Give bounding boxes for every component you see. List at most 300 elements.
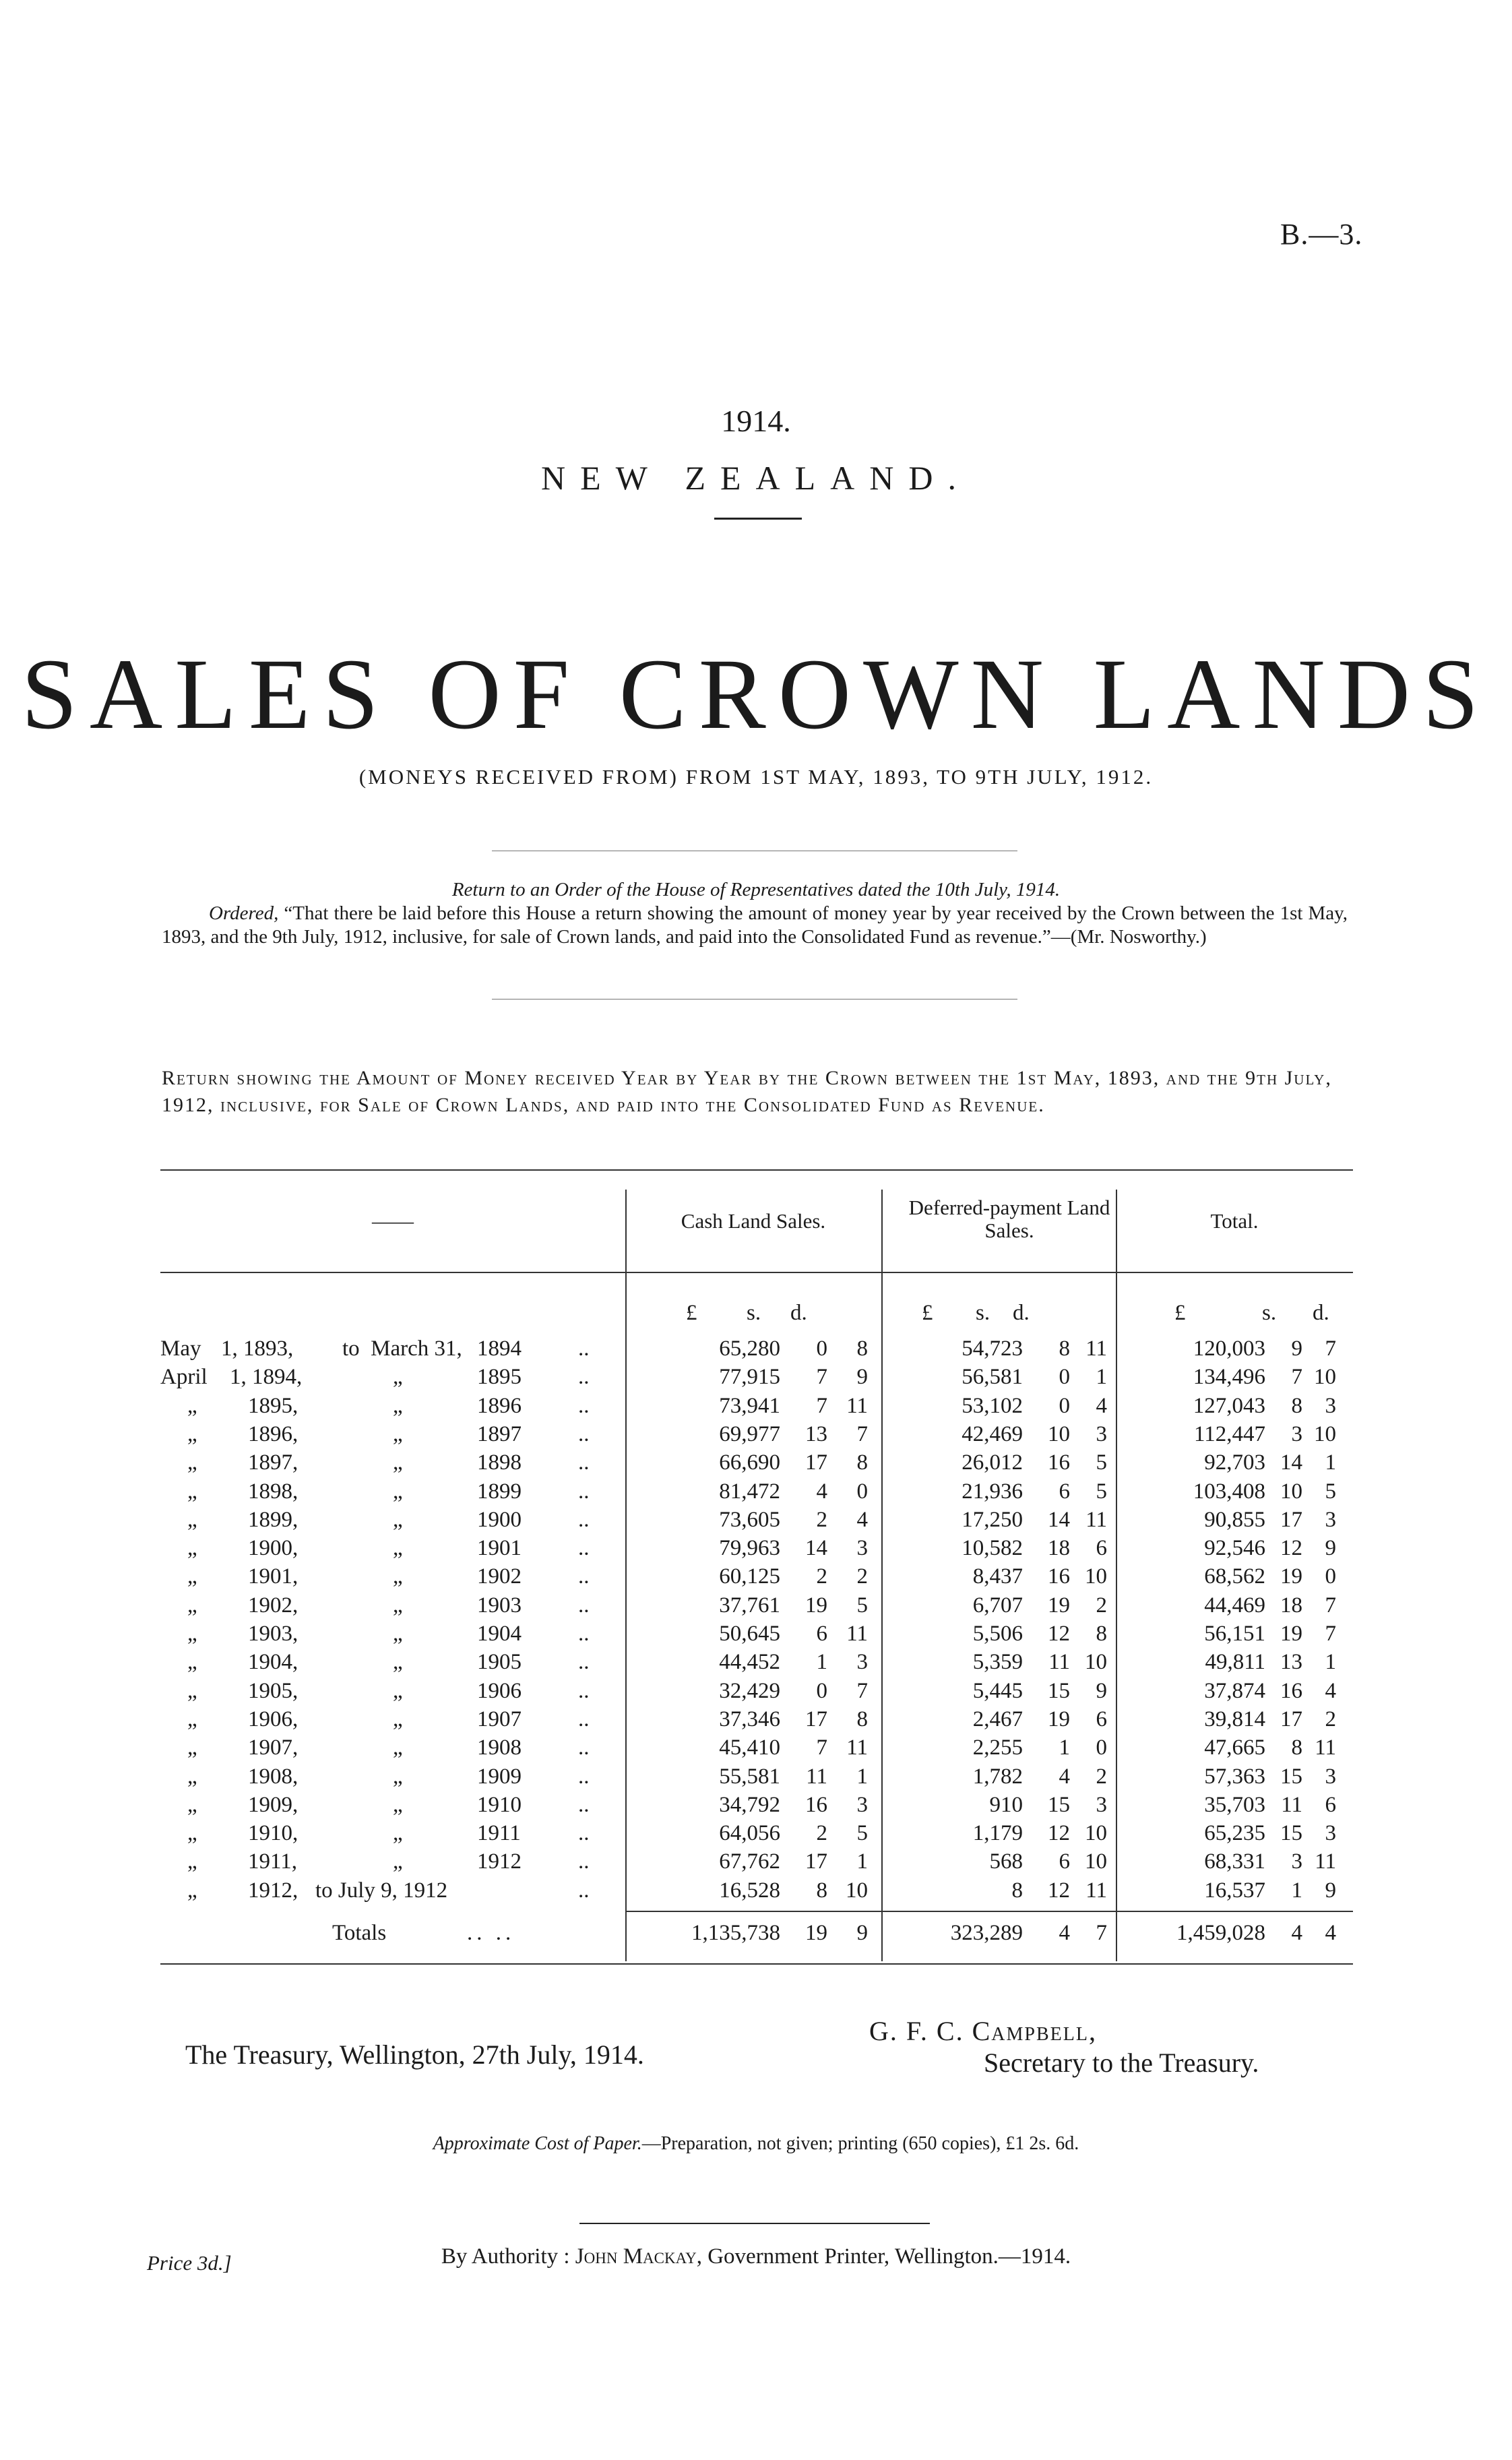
tot-shillings: 1 <box>1291 1878 1302 1903</box>
period-end: 1900 <box>477 1507 522 1532</box>
tot-pounds: 134,496 <box>1193 1365 1265 1390</box>
cash-pounds: 44,452 <box>719 1650 780 1675</box>
tot-shillings: 3 <box>1291 1421 1302 1446</box>
period-mid: „ <box>393 1678 403 1703</box>
tot-pence: 0 <box>1325 1564 1336 1589</box>
def-unit-pence: d. <box>1013 1301 1030 1325</box>
tot-pence: 1 <box>1325 1650 1336 1675</box>
order-body: “That there be laid before this House a return showing the amount of money year by year received by the Crown between the 1st May, 1893, and the 9th July, 1912, inclusive, for sale of Crown lands, and paid into the Consolidated Fund as revenue.”—(Mr. Nosworthy.) <box>162 902 1348 948</box>
totals-row <box>160 1921 1353 1949</box>
def-pence: 2 <box>1096 1593 1107 1618</box>
period-end: 1896 <box>477 1393 522 1418</box>
def-pounds: 17,250 <box>962 1507 1023 1532</box>
def-pounds: 2,255 <box>972 1735 1023 1760</box>
cash-pounds: 81,472 <box>719 1479 780 1504</box>
order-lead: Ordered, <box>209 902 279 924</box>
period-mid: to March 31, <box>342 1336 462 1361</box>
period-mid: „ <box>393 1421 403 1446</box>
cash-unit-pounds: £ <box>686 1301 697 1325</box>
cash-pence: 8 <box>856 1450 868 1475</box>
tot-pounds: 112,447 <box>1193 1421 1265 1446</box>
period-prefix: „ <box>187 1735 197 1760</box>
tot-shillings: 13 <box>1280 1650 1302 1675</box>
cash-pence: 11 <box>846 1393 868 1418</box>
def-shillings: 6 <box>1059 1479 1070 1504</box>
tot-pounds: 68,562 <box>1204 1564 1265 1589</box>
def-pence: 3 <box>1096 1421 1107 1446</box>
leader: .. <box>578 1622 590 1646</box>
period-end: 1903 <box>477 1593 522 1618</box>
tot-shillings: 9 <box>1291 1336 1302 1361</box>
authority-prefix: By Authority : <box>441 2244 575 2269</box>
sales-table <box>160 1169 1353 2002</box>
totals-leader: .. .. <box>467 1921 515 1945</box>
tot-shillings: 14 <box>1280 1450 1302 1475</box>
cash-shillings: 14 <box>805 1536 827 1561</box>
cash-shillings: 13 <box>805 1421 827 1446</box>
def-shillings: 12 <box>1048 1622 1070 1646</box>
tot-pounds: 57,363 <box>1204 1764 1265 1789</box>
def-pounds: 910 <box>989 1792 1023 1817</box>
cash-shillings: 7 <box>816 1365 827 1390</box>
tot-pence: 3 <box>1325 1764 1336 1789</box>
period-start: 1904, <box>248 1650 298 1675</box>
cash-unit-pence: d. <box>790 1301 807 1325</box>
tot-pounds: 44,469 <box>1204 1593 1265 1618</box>
period-prefix: „ <box>187 1450 197 1475</box>
cash-pounds: 55,581 <box>719 1764 780 1789</box>
tot-pence: 7 <box>1325 1336 1336 1361</box>
def-pence: 3 <box>1096 1792 1107 1817</box>
def-shillings: 6 <box>1059 1849 1070 1874</box>
cash-shillings: 6 <box>816 1622 827 1646</box>
cash-pounds: 50,645 <box>719 1622 780 1646</box>
cash-shillings: 11 <box>806 1764 827 1789</box>
def-pence: 5 <box>1096 1450 1107 1475</box>
tot-pence: 6 <box>1325 1792 1336 1817</box>
treasury-date: The Treasury, Wellington, 27th July, 1914. <box>185 2039 644 2070</box>
table-row <box>160 1793 1353 1821</box>
leader: .. <box>578 1393 590 1418</box>
order-heading: Return to an Order of the House of Representatives dated the 10th July, 1914. <box>451 879 1061 900</box>
tot-unit-pence: d. <box>1313 1301 1329 1325</box>
period-mid: „ <box>393 1735 403 1760</box>
cash-shillings: 4 <box>816 1479 827 1504</box>
leader: .. <box>578 1507 590 1532</box>
tot-pence: 10 <box>1314 1365 1336 1390</box>
cash-pounds: 67,762 <box>719 1849 780 1874</box>
tot-shillings: 19 <box>1280 1622 1302 1646</box>
period-start: 1898, <box>248 1479 298 1504</box>
period-end: 1906 <box>477 1678 522 1703</box>
cash-pounds: 45,410 <box>719 1735 780 1760</box>
cash-shillings: 17 <box>805 1706 827 1731</box>
cash-pence: 8 <box>856 1706 868 1731</box>
tot-pounds: 16,537 <box>1204 1878 1265 1903</box>
main-title: SALES OF CROWN LANDS <box>21 638 1491 750</box>
header-period: —— <box>372 1209 414 1233</box>
period-start: 1902, <box>248 1593 298 1618</box>
def-shillings: 12 <box>1048 1878 1070 1903</box>
period-end: 1899 <box>477 1479 522 1504</box>
period-mid: „ <box>393 1593 403 1618</box>
leader: .. <box>578 1536 590 1561</box>
period-prefix: „ <box>187 1792 197 1817</box>
leader: .. <box>578 1336 590 1361</box>
def-pounds: 21,936 <box>962 1479 1023 1504</box>
period-prefix: „ <box>187 1593 197 1618</box>
leader: .. <box>578 1764 590 1789</box>
signer-title: Secretary to the Treasury. <box>984 2048 1259 2078</box>
table-top-rule <box>160 1169 1353 1171</box>
cash-unit-shillings: s. <box>747 1301 761 1325</box>
period-start: 1897, <box>248 1450 298 1475</box>
def-pence: 10 <box>1085 1650 1107 1675</box>
period-start: 1906, <box>248 1706 298 1731</box>
leader: .. <box>578 1593 590 1618</box>
def-pounds: 10,582 <box>962 1536 1023 1561</box>
def-pence: 5 <box>1096 1479 1107 1504</box>
period-prefix: „ <box>187 1507 197 1532</box>
period-mid: „ <box>393 1821 403 1846</box>
def-pence: 0 <box>1096 1735 1107 1760</box>
period-end: 1898 <box>477 1450 522 1475</box>
totals-label: Totals <box>332 1921 387 1945</box>
cash-pounds: 79,963 <box>719 1536 780 1561</box>
tot-shillings: 15 <box>1280 1764 1302 1789</box>
table-row <box>160 1365 1353 1393</box>
def-shillings: 12 <box>1048 1821 1070 1846</box>
leader: .. <box>578 1706 590 1731</box>
leader: .. <box>578 1564 590 1589</box>
period-end: 1910 <box>477 1792 522 1817</box>
table-row <box>160 1622 1353 1650</box>
period-prefix: „ <box>187 1564 197 1589</box>
def-pence: 11 <box>1085 1878 1107 1903</box>
leader: .. <box>578 1650 590 1675</box>
period-mid: „ <box>393 1792 403 1817</box>
cash-pence: 10 <box>846 1878 868 1903</box>
period-start: 1, 1893, <box>221 1336 294 1361</box>
leader: .. <box>578 1849 590 1874</box>
table-row <box>160 1450 1353 1479</box>
period-mid: „ <box>393 1564 403 1589</box>
order-bottom-rule <box>492 999 1017 1000</box>
short-divider <box>714 518 802 520</box>
period-prefix: „ <box>187 1479 197 1504</box>
totals-tot-pence: 4 <box>1325 1921 1336 1945</box>
def-shillings: 11 <box>1048 1650 1070 1675</box>
table-row <box>160 1679 1353 1707</box>
table-row <box>160 1707 1353 1735</box>
period-end: 1904 <box>477 1622 522 1646</box>
cash-pence: 5 <box>856 1821 868 1846</box>
period-start: 1905, <box>248 1678 298 1703</box>
def-pounds: 56,581 <box>962 1365 1023 1390</box>
period-start: 1900, <box>248 1536 298 1561</box>
period-prefix: „ <box>187 1650 197 1675</box>
period-prefix: „ <box>187 1764 197 1789</box>
cash-pounds: 16,528 <box>719 1878 780 1903</box>
period-start: 1901, <box>248 1564 298 1589</box>
tot-pence: 9 <box>1325 1878 1336 1903</box>
tot-pence: 10 <box>1314 1421 1336 1446</box>
def-shillings: 8 <box>1059 1336 1070 1361</box>
period-start: 1895, <box>248 1393 298 1418</box>
tot-pence: 3 <box>1325 1393 1336 1418</box>
def-unit-pounds: £ <box>922 1301 933 1325</box>
period-mid: „ <box>393 1622 403 1646</box>
period-start: 1, 1894, <box>230 1365 303 1390</box>
price-label: Price 3d.] <box>147 2251 232 2275</box>
tot-pounds: 120,003 <box>1193 1336 1265 1361</box>
table-row <box>160 1735 1353 1764</box>
period-end: 1912 <box>477 1849 522 1874</box>
cash-shillings: 0 <box>816 1336 827 1361</box>
cash-pounds: 73,605 <box>719 1507 780 1532</box>
tot-shillings: 8 <box>1291 1393 1302 1418</box>
cash-pounds: 69,977 <box>719 1421 780 1446</box>
def-pounds: 8,437 <box>972 1564 1023 1589</box>
cash-pounds: 64,056 <box>719 1821 780 1846</box>
def-pounds: 53,102 <box>962 1393 1023 1418</box>
table-header-rule <box>160 1272 1353 1273</box>
cost-note <box>0 2133 1512 2155</box>
cash-pence: 1 <box>856 1849 868 1874</box>
period-start: 1899, <box>248 1507 298 1532</box>
tot-pounds: 90,855 <box>1204 1507 1265 1532</box>
def-shillings: 4 <box>1059 1764 1070 1789</box>
leader: .. <box>578 1821 590 1846</box>
period-prefix: „ <box>187 1821 197 1846</box>
cash-pence: 11 <box>846 1622 868 1646</box>
def-pence: 1 <box>1096 1365 1107 1390</box>
tot-shillings: 10 <box>1280 1479 1302 1504</box>
period-prefix: „ <box>187 1849 197 1874</box>
cash-shillings: 1 <box>816 1650 827 1675</box>
tot-pence: 11 <box>1315 1849 1336 1874</box>
period-end: 1895 <box>477 1365 522 1390</box>
authority-rule <box>579 2223 930 2224</box>
leader: .. <box>578 1450 590 1475</box>
period-mid: „ <box>393 1507 403 1532</box>
period-start: 1911, <box>248 1849 298 1874</box>
table-row <box>160 1394 1353 1422</box>
cash-pence: 5 <box>856 1593 868 1618</box>
period-mid: to July 9, 1912 <box>315 1878 448 1903</box>
cash-pounds: 37,761 <box>719 1593 780 1618</box>
def-pounds: 5,445 <box>972 1678 1023 1703</box>
period-mid: „ <box>393 1365 403 1390</box>
cash-shillings: 17 <box>805 1450 827 1475</box>
table-row <box>160 1821 1353 1849</box>
subtitle: (MONEYS RECEIVED FROM) FROM 1ST MAY, 1893, TO 9TH JULY, 1912. <box>358 765 1154 789</box>
period-start: 1896, <box>248 1421 298 1446</box>
tot-unit-pounds: £ <box>1174 1301 1186 1325</box>
def-pence: 10 <box>1085 1821 1107 1846</box>
period-end: 1905 <box>477 1650 522 1675</box>
leader: .. <box>578 1878 590 1903</box>
tot-shillings: 16 <box>1280 1678 1302 1703</box>
tot-shillings: 7 <box>1291 1365 1302 1390</box>
period-mid: „ <box>393 1849 403 1874</box>
def-pence: 2 <box>1096 1764 1107 1789</box>
cash-pence: 0 <box>856 1479 868 1504</box>
def-shillings: 15 <box>1048 1792 1070 1817</box>
tot-shillings: 15 <box>1280 1821 1302 1846</box>
def-shillings: 1 <box>1059 1735 1070 1760</box>
table-row <box>160 1764 1353 1793</box>
def-shillings: 15 <box>1048 1678 1070 1703</box>
def-pence: 10 <box>1085 1849 1107 1874</box>
period-prefix: „ <box>187 1393 197 1418</box>
table-row <box>160 1508 1353 1536</box>
period-prefix: „ <box>187 1878 197 1903</box>
def-pounds: 54,723 <box>962 1336 1023 1361</box>
period-mid: „ <box>393 1706 403 1731</box>
def-pounds: 1,782 <box>972 1764 1023 1789</box>
def-shillings: 0 <box>1059 1365 1070 1390</box>
tot-pence: 7 <box>1325 1593 1336 1618</box>
period-end: 1894 <box>477 1336 522 1361</box>
table-row <box>160 1336 1353 1365</box>
header-total: Total. <box>1210 1209 1259 1233</box>
cash-pence: 11 <box>846 1735 868 1760</box>
tot-shillings: 11 <box>1281 1792 1302 1817</box>
cash-pounds: 73,941 <box>719 1393 780 1418</box>
period-prefix: „ <box>187 1622 197 1646</box>
cash-pence: 1 <box>856 1764 868 1789</box>
tot-shillings: 17 <box>1280 1706 1302 1731</box>
def-pence: 6 <box>1096 1536 1107 1561</box>
cost-label: Approximate Cost of Paper. <box>433 2133 642 2154</box>
cash-pounds: 66,690 <box>719 1450 780 1475</box>
def-pence: 11 <box>1085 1336 1107 1361</box>
cash-shillings: 19 <box>805 1593 827 1618</box>
totals-def-pounds: 323,289 <box>950 1921 1023 1945</box>
leader: .. <box>578 1792 590 1817</box>
table-row <box>160 1593 1353 1622</box>
tot-pence: 9 <box>1325 1536 1336 1561</box>
period-end: 1902 <box>477 1564 522 1589</box>
period-end: 1907 <box>477 1706 522 1731</box>
order-text <box>162 902 1348 949</box>
def-pounds: 2,467 <box>972 1706 1023 1731</box>
tot-pounds: 49,811 <box>1205 1650 1265 1675</box>
cash-pence: 7 <box>856 1678 868 1703</box>
cost-text: —Preparation, not given; printing (650 copies), £1 2s. 6d. <box>641 2133 1079 2154</box>
period-start: 1909, <box>248 1792 298 1817</box>
tot-shillings: 18 <box>1280 1593 1302 1618</box>
totals-tot-shillings: 4 <box>1291 1921 1302 1945</box>
authority-suffix: , Government Printer, Wellington.—1914. <box>696 2244 1071 2269</box>
period-mid: „ <box>393 1764 403 1789</box>
tot-pounds: 92,703 <box>1204 1450 1265 1475</box>
period-end: 1897 <box>477 1421 522 1446</box>
def-pence: 11 <box>1085 1507 1107 1532</box>
totals-tot-pounds: 1,459,028 <box>1176 1921 1265 1945</box>
def-shillings: 16 <box>1048 1564 1070 1589</box>
cash-shillings: 2 <box>816 1507 827 1532</box>
def-shillings: 0 <box>1059 1393 1070 1418</box>
leader: .. <box>578 1365 590 1390</box>
tot-pence: 5 <box>1325 1479 1336 1504</box>
period-mid: „ <box>393 1450 403 1475</box>
cash-pounds: 37,346 <box>719 1706 780 1731</box>
leader: .. <box>578 1678 590 1703</box>
period-mid: „ <box>393 1479 403 1504</box>
cash-pence: 3 <box>856 1650 868 1675</box>
tot-pence: 2 <box>1325 1706 1336 1731</box>
cash-pence: 7 <box>856 1421 868 1446</box>
period-prefix: „ <box>187 1678 197 1703</box>
def-pounds: 26,012 <box>962 1450 1023 1475</box>
cash-pounds: 77,915 <box>719 1365 780 1390</box>
period-mid: „ <box>393 1650 403 1675</box>
header-deferred: Deferred-payment Land Sales. <box>908 1196 1110 1242</box>
tot-shillings: 17 <box>1280 1507 1302 1532</box>
totals-def-pence: 7 <box>1096 1921 1107 1945</box>
tot-pence: 3 <box>1325 1821 1336 1846</box>
def-shillings: 16 <box>1048 1450 1070 1475</box>
tot-shillings: 8 <box>1291 1735 1302 1760</box>
signer-name: G. F. C. Campbell, <box>869 2016 1097 2046</box>
return-heading-text: Return showing the Amount of Money received Year by Year by the Crown between the 1st May, 1893, and the 9th July, 1912, inclusive, for Sale of Crown Lands, and paid into the Consolidated Fund as Revenue. <box>162 1067 1332 1116</box>
def-shillings: 19 <box>1048 1593 1070 1618</box>
tot-pounds: 68,331 <box>1204 1849 1265 1874</box>
tot-pence: 3 <box>1325 1507 1336 1532</box>
tot-pounds: 37,874 <box>1204 1678 1265 1703</box>
cash-shillings: 0 <box>816 1678 827 1703</box>
document-reference: B.—3. <box>1280 218 1363 251</box>
period-end: 1909 <box>477 1764 522 1789</box>
cash-pounds: 34,792 <box>719 1792 780 1817</box>
period-prefix: „ <box>187 1536 197 1561</box>
cash-pence: 3 <box>856 1536 868 1561</box>
tot-pounds: 35,703 <box>1204 1792 1265 1817</box>
cash-pence: 3 <box>856 1792 868 1817</box>
tot-pounds: 127,043 <box>1193 1393 1265 1418</box>
totals-cash-pence: 9 <box>856 1921 868 1945</box>
def-unit-shillings: s. <box>976 1301 990 1325</box>
tot-pence: 11 <box>1315 1735 1336 1760</box>
def-shillings: 10 <box>1048 1421 1070 1446</box>
table-row <box>160 1479 1353 1508</box>
period-end: 1911 <box>477 1821 521 1846</box>
def-pence: 10 <box>1085 1564 1107 1589</box>
tot-pence: 1 <box>1325 1450 1336 1475</box>
def-pence: 8 <box>1096 1622 1107 1646</box>
document-year: 1914. <box>721 404 791 438</box>
tot-pence: 7 <box>1325 1622 1336 1646</box>
period-prefix: April <box>160 1365 208 1390</box>
cash-shillings: 7 <box>816 1735 827 1760</box>
cash-shillings: 2 <box>816 1821 827 1846</box>
tot-shillings: 12 <box>1280 1536 1302 1561</box>
period-prefix: „ <box>187 1421 197 1446</box>
table-row <box>160 1536 1353 1564</box>
leader: .. <box>578 1479 590 1504</box>
def-shillings: 18 <box>1048 1536 1070 1561</box>
leader: .. <box>578 1421 590 1446</box>
tot-pounds: 56,151 <box>1204 1622 1265 1646</box>
table-row <box>160 1564 1353 1593</box>
def-pounds: 5,359 <box>972 1650 1023 1675</box>
tot-shillings: 3 <box>1291 1849 1302 1874</box>
tot-pounds: 39,814 <box>1204 1706 1265 1731</box>
totals-def-shillings: 4 <box>1059 1921 1070 1945</box>
tot-pence: 4 <box>1325 1678 1336 1703</box>
